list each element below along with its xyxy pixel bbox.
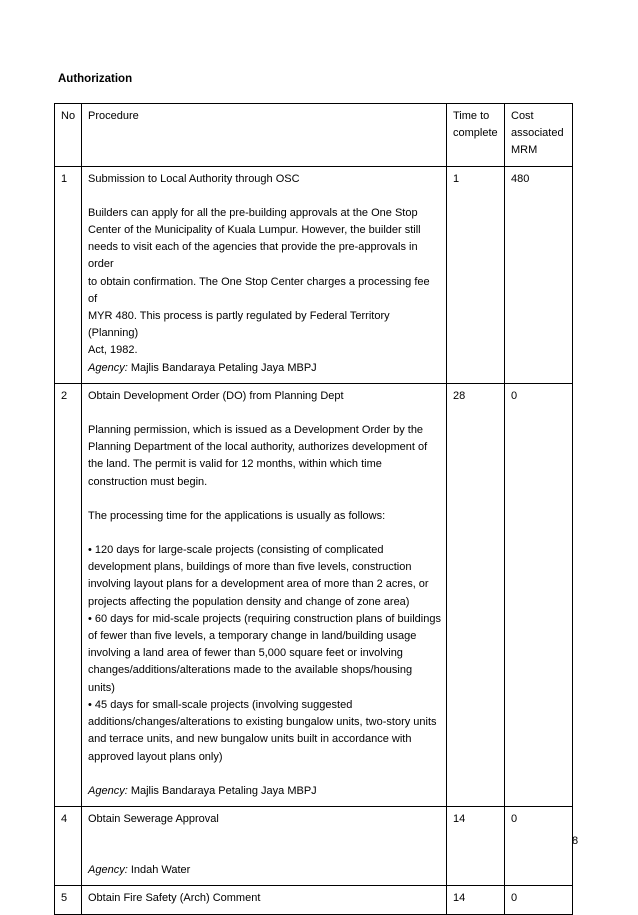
row-procedure	[82, 166, 447, 383]
bullet-line: • 60 days for mid-scale projects (requiring construction plans of buildings	[88, 612, 441, 625]
bullet-line: projects affecting the population density and change of zone area)	[88, 595, 410, 608]
row-procedure	[82, 806, 447, 885]
body-line: MYR 480. This process is partly regulated by Federal Territory (Planning)	[88, 310, 390, 340]
procedure-title: Obtain Sewerage Approval	[88, 812, 219, 825]
procedure-title: Obtain Development Order (DO) from Planning Dept	[88, 389, 344, 402]
bullet-line: approved layout plans only)	[88, 750, 223, 763]
row-cost: 0	[505, 383, 573, 806]
table-row	[55, 886, 573, 914]
table-row	[55, 806, 573, 885]
agency-value: Majlis Bandaraya Petaling Jaya MBPJ	[130, 361, 317, 374]
row-no: 4	[55, 806, 82, 885]
body-line: the land. The permit is valid for 12 months, within which time	[88, 458, 382, 471]
body-line: Planning permission, which is issued as a Development Order by the	[88, 424, 424, 437]
row-procedure	[82, 383, 447, 806]
bullet-line: changes/additions/alterations made to the available shops/housing units)	[88, 664, 413, 694]
header-time	[447, 104, 505, 167]
authorization-table	[54, 103, 573, 915]
body-line: needs to visit each of the agencies that provide the pre-approvals in order	[88, 241, 418, 271]
bullet-line: • 120 days for large-scale projects (consisting of complicated	[88, 544, 384, 557]
row-cost: 0	[505, 886, 573, 914]
row-no: 1	[55, 166, 82, 383]
bullet-line: and terrace units, and new bungalow units built in accordance with	[88, 733, 412, 746]
header-cost-line: Cost	[511, 110, 534, 122]
body-line: construction must begin.	[88, 475, 208, 488]
procedure-title: Submission to Local Authority through OSC	[88, 172, 300, 185]
header-time-line: Time to	[453, 110, 490, 122]
row-no: 5	[55, 886, 82, 914]
header-no: No	[55, 104, 82, 167]
header-cost-line: associated	[511, 127, 564, 140]
body-line: The processing time for the applications is usually as follows:	[88, 509, 386, 522]
header-procedure: Procedure	[82, 104, 447, 167]
row-cost: 0	[505, 806, 573, 885]
agency-label: Agency:	[88, 864, 128, 877]
bullet-line: additions/changes/alterations to existing bungalow units, two-story units	[88, 716, 437, 729]
body-line: to obtain confirmation. The One Stop Center charges a processing fee of	[88, 275, 430, 305]
row-procedure	[82, 886, 447, 914]
agency-line	[88, 783, 441, 800]
row-no: 2	[55, 383, 82, 806]
agency-value: Majlis Bandaraya Petaling Jaya MBPJ	[130, 784, 317, 797]
row-time: 14	[447, 886, 505, 914]
agency-value: Indah Water	[130, 864, 191, 877]
bullet-line: involving layout plans for a development area of more than 2 acres, or	[88, 578, 429, 591]
body-line: Builders can apply for all the pre-building approvals at the One Stop	[88, 206, 418, 219]
header-time-line: complete	[453, 127, 498, 140]
agency-label: Agency:	[88, 361, 128, 374]
agency-line	[88, 360, 441, 377]
table-row	[55, 166, 573, 383]
agency-label: Agency:	[88, 784, 128, 797]
body-line: Act, 1982.	[88, 344, 138, 357]
table-row	[55, 383, 573, 806]
body-line: Center of the Municipality of Kuala Lumpur. However, the builder still	[88, 224, 421, 237]
row-time: 14	[447, 806, 505, 885]
body-line: Planning Department of the local authority, authorizes development of	[88, 441, 428, 454]
header-cost	[505, 104, 573, 167]
row-time: 28	[447, 383, 505, 806]
bullet-line: development plans, buildings of more than five levels, construction	[88, 561, 412, 574]
agency-line	[88, 862, 441, 879]
bullet-line: of fewer than five levels, a temporary change in land/building usage	[88, 630, 417, 643]
page-title: Authorization	[58, 73, 133, 85]
page-number: 8	[572, 835, 579, 847]
row-time: 1	[447, 166, 505, 383]
row-cost: 480	[505, 166, 573, 383]
bullet-line: involving a land area of fewer than 5,000 square feet or involving	[88, 647, 403, 660]
bullet-line: • 45 days for small-scale projects (involving suggested	[88, 698, 353, 711]
table-header-row	[55, 104, 573, 167]
procedure-title: Obtain Fire Safety (Arch) Comment	[88, 892, 261, 905]
header-cost-line: MRM	[511, 144, 538, 157]
